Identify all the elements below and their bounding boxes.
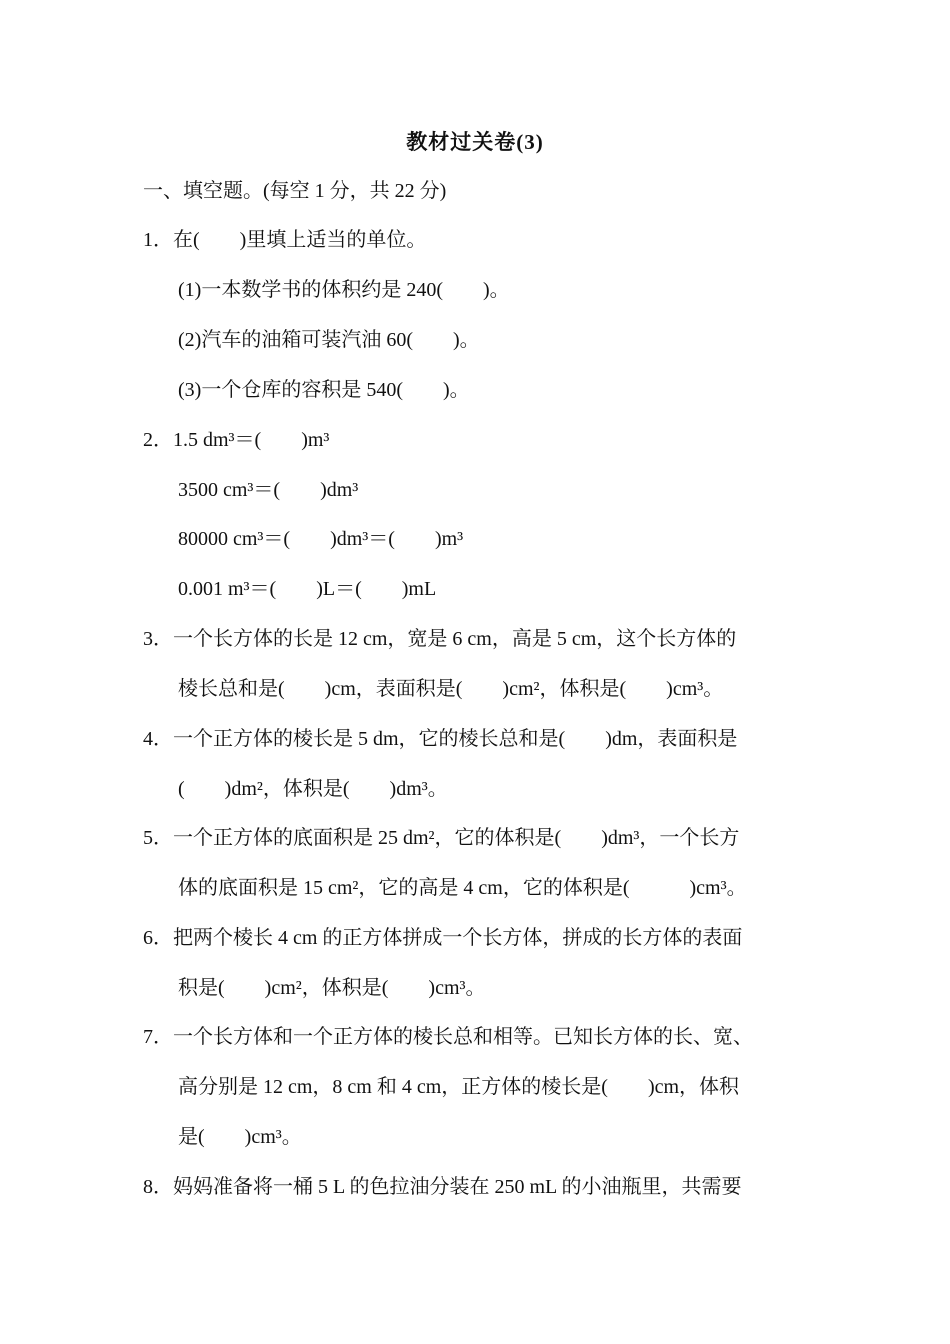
question-1-part-2 (178, 325, 480, 355)
question-text: 在( )里填上适当的单位。 (173, 229, 427, 251)
question-text: 积是( )cm²，体积是( )cm³。 (178, 977, 486, 999)
question-5 (143, 823, 739, 853)
question-number: 7． (143, 1026, 173, 1048)
question-7 (143, 1022, 753, 1052)
question-number: 8． (143, 1176, 173, 1198)
question-text: 一个正方体的底面积是 25 dm²，它的体积是( )dm³，一个长方 (173, 827, 740, 849)
question-text: 妈妈准备将一桶 5 L 的色拉油分装在 250 mL 的小油瓶里，共需要 (173, 1176, 742, 1198)
question-text: 0.001 m³＝( )L＝( )mL (178, 578, 437, 600)
question-text: (3)一个仓库的容积是 540( )。 (178, 379, 470, 401)
question-4-cont (178, 774, 448, 804)
question-2 (143, 425, 329, 455)
question-text: 体的底面积是 15 cm²，它的高是 4 cm，它的体积是( )cm³。 (178, 877, 747, 899)
question-text: 1.5 dm³＝( )m³ (173, 429, 330, 451)
section-heading: 一、填空题。(每空 1 分，共 22 分) (143, 180, 447, 202)
page-title: 教材过关卷(3) (406, 130, 544, 154)
question-number: 3． (143, 628, 173, 650)
question-2-line-2 (178, 475, 358, 505)
question-6 (143, 923, 742, 953)
question-3 (143, 624, 736, 654)
question-text: ( )dm²，体积是( )dm³。 (178, 778, 448, 800)
question-1-part-1 (178, 275, 510, 305)
question-3-cont (178, 674, 723, 704)
question-number: 5． (143, 827, 173, 849)
question-7-cont-1 (178, 1072, 739, 1102)
question-text: 一个正方体的棱长是 5 dm，它的棱长总和是( )dm，表面积是 (173, 728, 738, 750)
question-1-part-3 (178, 375, 470, 405)
question-text: 是( )cm³。 (178, 1126, 302, 1148)
question-number: 2． (143, 429, 173, 451)
question-4 (143, 724, 737, 754)
question-6-cont (178, 973, 486, 1003)
question-number: 6． (143, 927, 173, 949)
question-2-line-3 (178, 524, 463, 554)
question-text: 80000 cm³＝( )dm³＝( )m³ (178, 528, 464, 550)
question-text: 高分别是 12 cm，8 cm 和 4 cm，正方体的棱长是( )cm，体积 (178, 1076, 740, 1098)
question-text: 把两个棱长 4 cm 的正方体拼成一个长方体，拼成的长方体的表面 (173, 927, 743, 949)
question-2-line-4 (178, 574, 436, 604)
question-5-cont (178, 873, 747, 903)
question-text: 3500 cm³＝( )dm³ (178, 479, 359, 501)
question-number: 4． (143, 728, 173, 750)
question-text: (1)一本数学书的体积约是 240( )。 (178, 279, 510, 301)
question-text: 一个长方体的长是 12 cm，宽是 6 cm，高是 5 cm，这个长方体的 (173, 628, 737, 650)
question-8 (143, 1172, 742, 1202)
question-text: 棱长总和是( )cm，表面积是( )cm²，体积是( )cm³。 (178, 678, 724, 700)
question-text: 一个长方体和一个正方体的棱长总和相等。已知长方体的长、宽、 (173, 1026, 753, 1048)
question-7-cont-2 (178, 1122, 302, 1152)
question-1 (143, 225, 426, 255)
question-text: (2)汽车的油箱可装汽油 60( )。 (178, 329, 480, 351)
question-number: 1． (143, 229, 173, 251)
